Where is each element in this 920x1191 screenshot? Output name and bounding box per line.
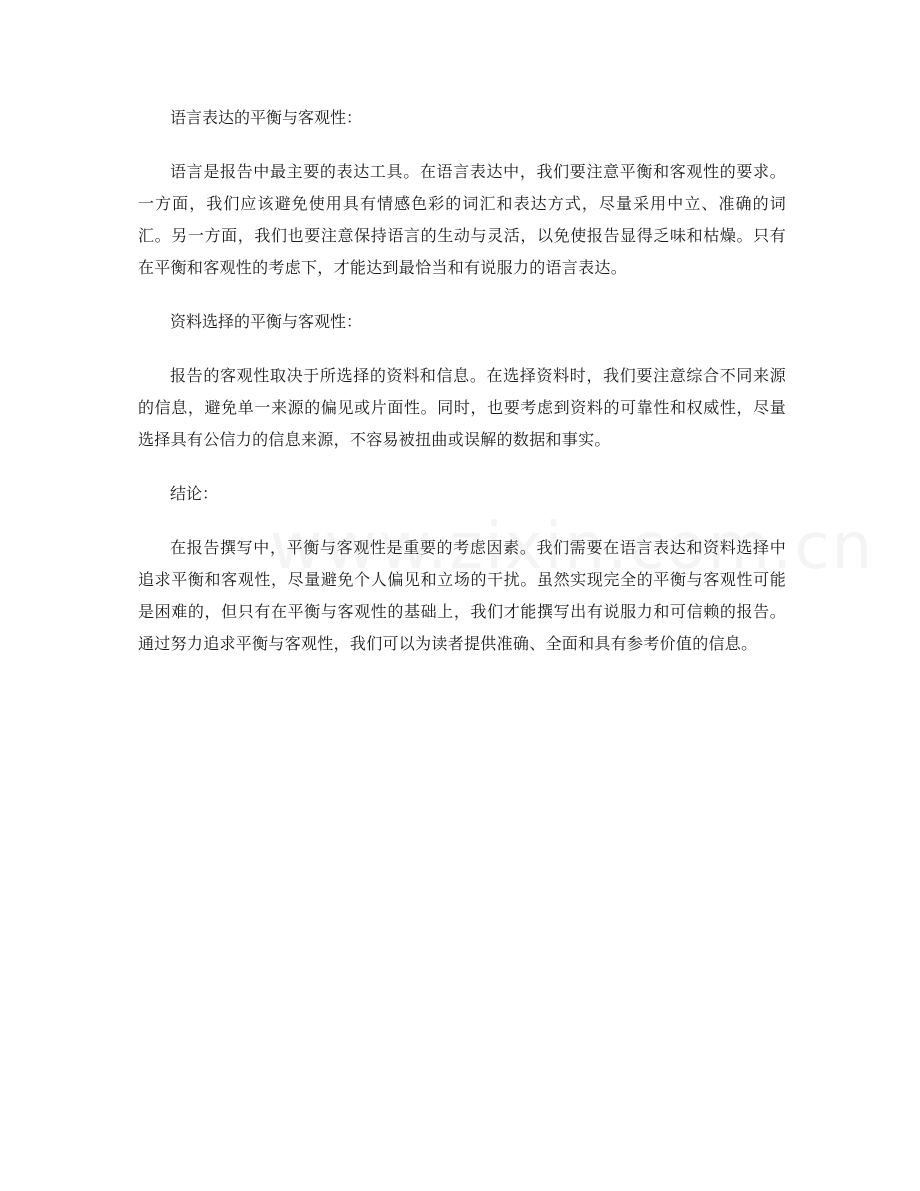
section-heading-materials: 资料选择的平衡与客观性： [170,312,363,331]
section-heading-conclusion: 结论： [170,484,219,503]
section-paragraph-conclusion: 在报告撰写中，平衡与客观性是重要的考虑因素。我们需要在语言表达和资料选择中追求平衡和客观性，尽量避免个人偏见和立场的干扰。虽然实现完全的平衡与客观性可能是困难的，但只有在平衡与客观性的基础上，我们才能撰写出有说服力和可信赖的报告。通过努力追求平衡与客观性，我们可以为读者提供准确、全面和具有参考价值的信息。 [138,538,786,653]
section-paragraph-language: 语言是报告中最主要的表达工具。在语言表达中，我们要注意平衡和客观性的要求。一方面，我们应该避免使用具有情感色彩的词汇和表达方式，尽量采用中立、准确的词汇。另一方面，我们也要注意保持语言的生动与灵活，以免使报告显得乏味和枯燥。只有在平衡和客观性的考虑下，才能达到最恰当和有说服力的语言表达。 [138,162,786,277]
section-paragraph-materials: 报告的客观性取决于所选择的资料和信息。在选择资料时，我们要注意综合不同来源的信息，避免单一来源的偏见或片面性。同时，也要考虑到资料的可靠性和权威性，尽量选择具有公信力的信息来源，不容易被扭曲或误解的数据和事实。 [138,366,786,449]
section-heading-language: 语言表达的平衡与客观性： [170,108,363,127]
document-body [138,102,786,682]
